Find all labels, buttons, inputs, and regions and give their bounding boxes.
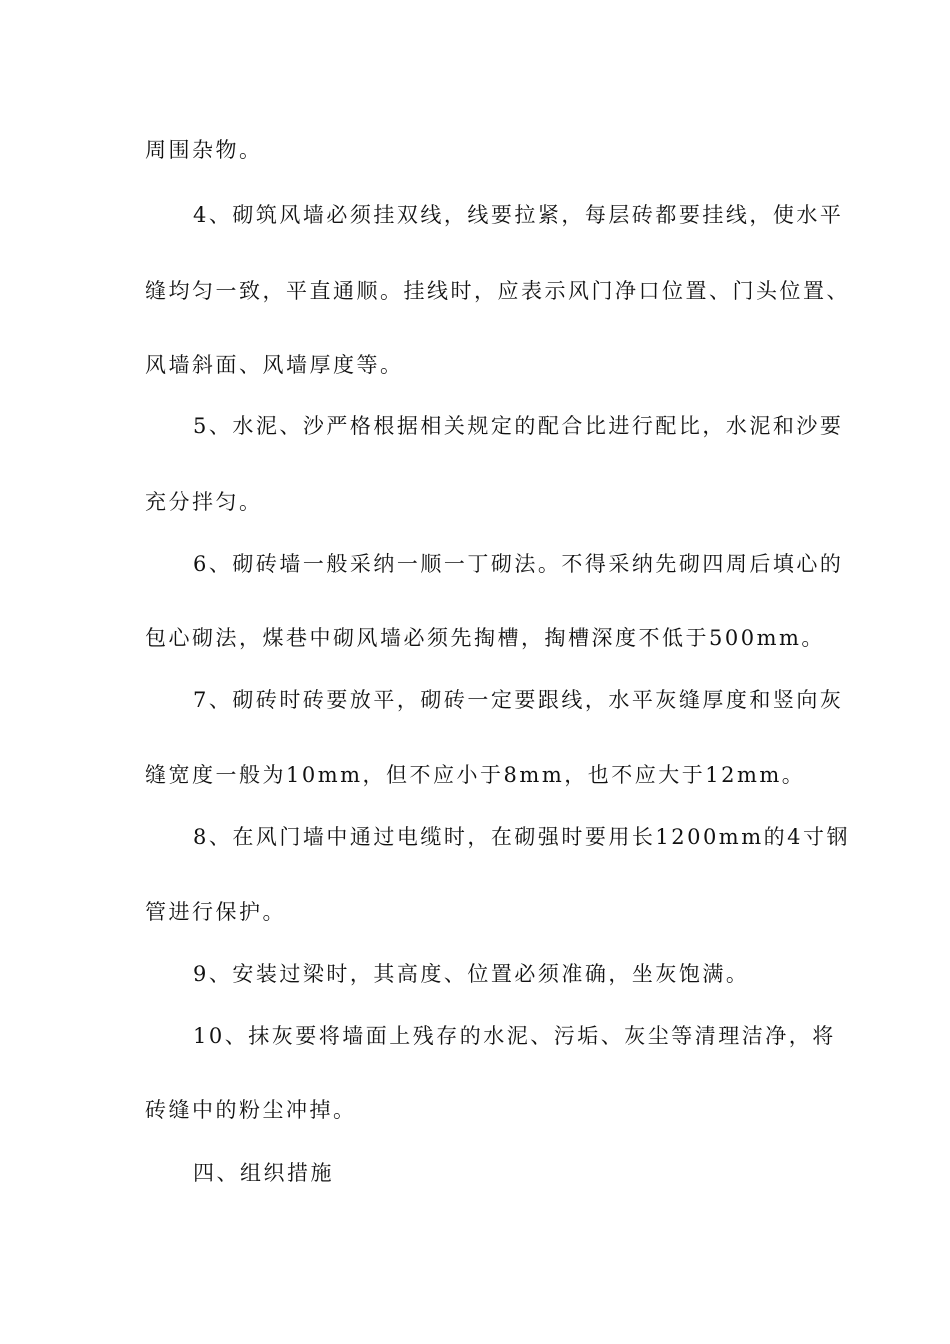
paragraph-line: 4、砌筑风墙必须挂双线，线要拉紧，每层砖都要挂线，使水平 [193,203,844,227]
paragraph-line: 缝宽度一般为10mm，但不应小于8mm，也不应大于12mm。 [145,763,806,787]
paragraph-line: 包心砌法，煤巷中砌风墙必须先掏槽，掏槽深度不低于500mm。 [145,626,825,650]
paragraph-line: 5、水泥、沙严格根据相关规定的配合比进行配比，水泥和沙要 [193,414,844,438]
paragraph-line: 充分拌匀。 [145,490,263,514]
paragraph-line: 7、砌砖时砖要放平，砌砖一定要跟线，水平灰缝厚度和竖向灰 [193,688,844,712]
paragraph-line: 缝均匀一致，平直通顺。挂线时，应表示风门净口位置、门头位置、 [145,279,850,303]
section-heading: 四、组织措施 [193,1161,334,1185]
paragraph-line: 风墙斜面、风墙厚度等。 [145,353,404,377]
paragraph-line: 6、砌砖墙一般采纳一顺一丁砌法。不得采纳先砌四周后填心的 [193,552,844,576]
paragraph-line: 8、在风门墙中通过电缆时，在砌强时要用长1200mm的4寸钢 [193,825,850,849]
paragraph-line: 10、抹灰要将墙面上残存的水泥、污垢、灰尘等清理洁净，将 [193,1024,836,1048]
paragraph-line: 周围杂物。 [145,138,263,162]
paragraph-line: 砖缝中的粉尘冲掉。 [145,1098,357,1122]
paragraph-line: 管进行保护。 [145,900,286,924]
paragraph-line: 9、安装过梁时，其高度、位置必须准确，坐灰饱满。 [193,962,750,986]
